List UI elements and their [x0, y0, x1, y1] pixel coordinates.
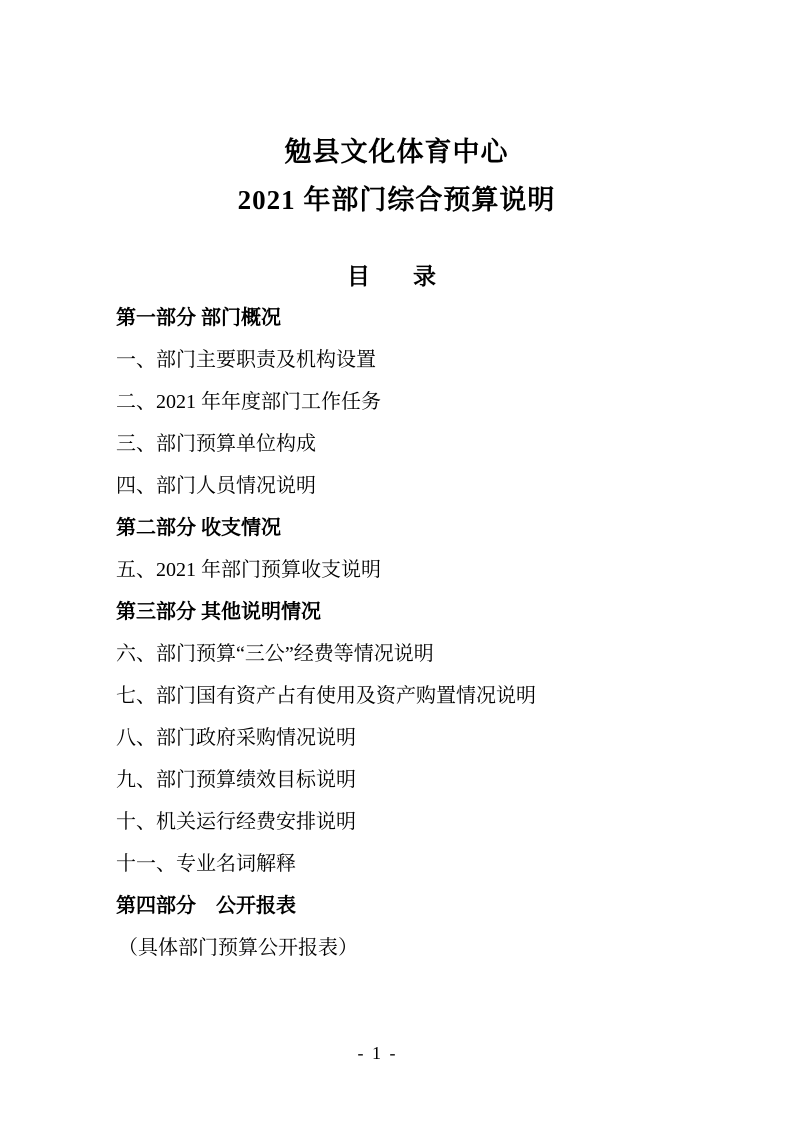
toc-entry-section-11[interactable]: 十一、专业名词解释 — [116, 853, 296, 875]
document-title-block — [0, 0, 793, 224]
toc-entry-section-6[interactable]: 六、部门预算“三公”经费等情况说明 — [116, 643, 434, 665]
page-number: - 1 - — [357, 1043, 398, 1063]
toc-entry-section-10[interactable]: 十、机关运行经费安排说明 — [116, 811, 356, 833]
toc-entry-section-1[interactable]: 一、部门主要职责及机构设置 — [116, 349, 376, 371]
toc-entry-section-7[interactable]: 七、部门国有资产占有使用及资产购置情况说明 — [116, 685, 536, 707]
table-of-contents-list — [0, 297, 793, 969]
toc-entry-part-4[interactable]: 第四部分 公开报表 — [116, 895, 296, 917]
toc-entry-section-3[interactable]: 三、部门预算单位构成 — [116, 433, 316, 455]
toc-entry-note: （具体部门预算公开报表） — [118, 937, 358, 959]
toc-entry-section-5[interactable]: 五、2021 年部门预算收支说明 — [116, 559, 381, 581]
toc-entry-part-3[interactable]: 第三部分 其他说明情况 — [116, 601, 321, 623]
toc-entry-section-4[interactable]: 四、部门人员情况说明 — [116, 475, 316, 497]
table-of-contents-heading: 目 录 — [347, 264, 446, 289]
document-title-line-2: 2021 年部门综合预算说明 — [237, 185, 556, 215]
toc-entry-part-1[interactable]: 第一部分 部门概况 — [116, 307, 281, 329]
toc-entry-section-9[interactable]: 九、部门预算绩效目标说明 — [116, 769, 356, 791]
toc-entry-section-8[interactable]: 八、部门政府采购情况说明 — [116, 727, 356, 749]
document-title-line-1: 勉县文化体育中心 — [284, 137, 509, 167]
toc-entry-part-2[interactable]: 第二部分 收支情况 — [116, 517, 281, 539]
toc-entry-section-2[interactable]: 二、2021 年年度部门工作任务 — [116, 391, 381, 413]
